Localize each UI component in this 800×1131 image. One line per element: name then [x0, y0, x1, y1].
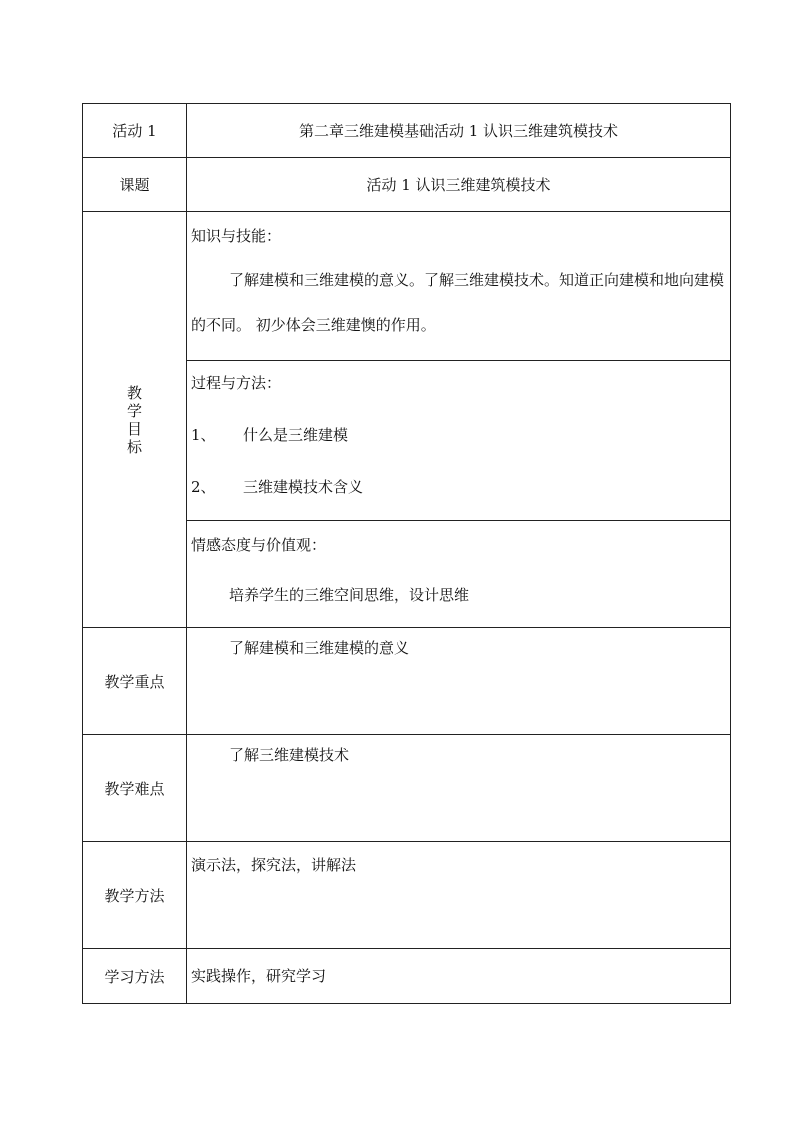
topic-row: [83, 158, 731, 212]
process-item-text: 什么是三维建模: [243, 426, 349, 444]
knowledge-text: 了解建模和三维建模的意义。了解三维建模技术。知道正向建模和地向建模的不同。 初少体会三维建懊的作用。: [191, 271, 725, 334]
learning-methods-value: 实践操作，研究学习: [191, 967, 327, 985]
difficulties-cell: [187, 735, 731, 842]
objectives-knowledge-row: [83, 212, 731, 361]
process-item: [191, 475, 726, 499]
knowledge-cell: [187, 212, 731, 361]
learning-methods-label: 学习方法: [83, 949, 187, 1004]
difficulties-value: 了解三维建模技术: [229, 746, 350, 764]
header-row: [83, 104, 731, 158]
key-points-row: [83, 628, 731, 735]
process-cell: [187, 361, 731, 521]
lesson-plan-table: [82, 103, 731, 1004]
difficulties-row: [83, 735, 731, 842]
header-label: 活动 1: [83, 104, 187, 158]
emotion-text: 培养学生的三维空间思维，设计思维: [229, 586, 470, 604]
key-points-cell: [187, 628, 731, 735]
process-item: [191, 423, 726, 447]
teaching-methods-row: [83, 842, 731, 949]
key-points-value: 了解建模和三维建模的意义: [229, 639, 410, 657]
process-item-text: 三维建模技术含义: [243, 478, 364, 496]
learning-methods-row: [83, 949, 731, 1004]
teaching-methods-cell: [187, 842, 731, 949]
header-value: 第二章三维建模基础活动 1 认识三维建筑模技术: [187, 104, 731, 158]
objectives-label-cell: [83, 212, 187, 628]
topic-value: 活动 1 认识三维建筑模技术: [187, 158, 731, 212]
emotion-title: 情感态度与价值观：: [191, 536, 327, 554]
key-points-label: 教学重点: [83, 628, 187, 735]
process-item-number: 2、: [191, 478, 216, 496]
objectives-label: 教学目标: [126, 383, 142, 456]
emotion-cell: [187, 521, 731, 628]
teaching-methods-value: 演示法，探究法，讲解法: [191, 856, 357, 874]
process-title: 过程与方法：: [191, 374, 282, 392]
topic-label: 课题: [83, 158, 187, 212]
learning-methods-cell: [187, 949, 731, 1004]
difficulties-label: 教学难点: [83, 735, 187, 842]
knowledge-title: 知识与技能：: [191, 227, 282, 245]
teaching-methods-label: 教学方法: [83, 842, 187, 949]
process-item-number: 1、: [191, 426, 216, 444]
